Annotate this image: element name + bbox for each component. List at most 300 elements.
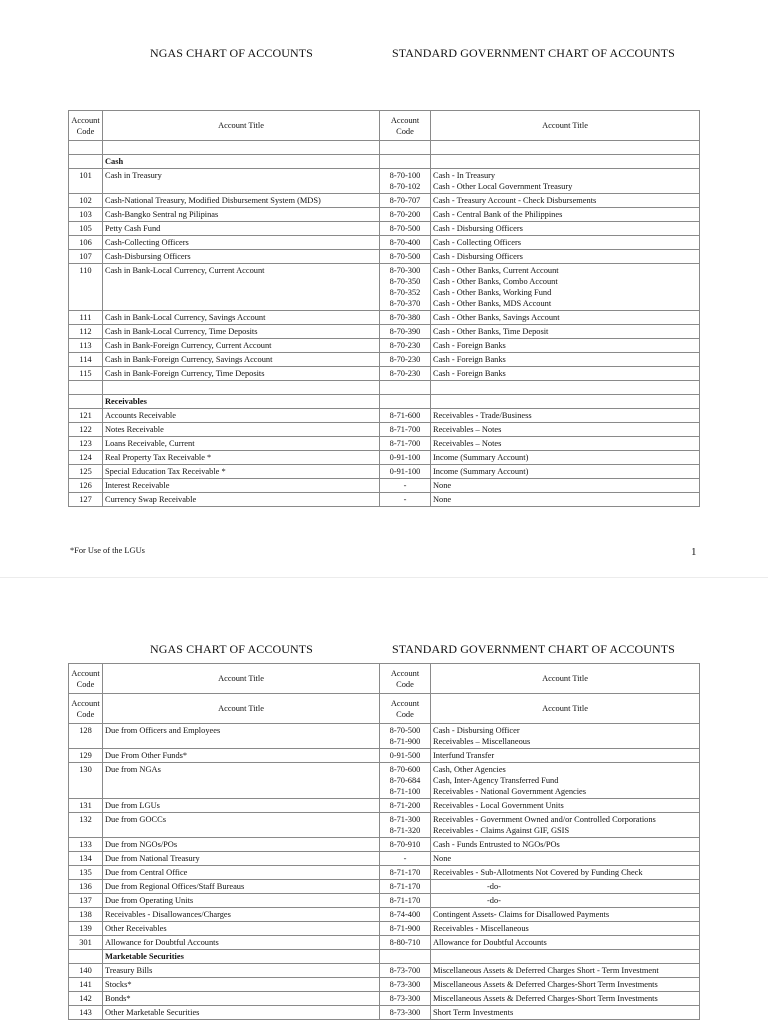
ngas-account-title: Other Marketable Securities <box>103 1006 380 1020</box>
ngas-account-title: Cash in Bank-Foreign Currency, Savings Account <box>103 353 380 367</box>
ngas-header: NGAS CHART OF ACCOUNTS <box>150 642 313 656</box>
column-header-ngas-title: Account Title <box>103 111 380 141</box>
sgca-title-cell <box>431 908 700 922</box>
empty-cell <box>69 141 103 155</box>
ngas-account-code: 111 <box>69 311 103 325</box>
sgca-title-cell <box>431 367 700 381</box>
sgca-title-cell <box>431 325 700 339</box>
sgca-title-cell <box>431 763 700 799</box>
sgca-title-cell <box>431 451 700 465</box>
sgca-code-cell <box>380 992 431 1006</box>
sgca-code-cell <box>380 325 431 339</box>
ngas-account-title: Loans Receivable, Current <box>103 437 380 451</box>
sgca-account-code: 8-71-600 <box>389 411 421 420</box>
sgca-account-code: 8-73-300 <box>389 980 421 989</box>
sgca-account-code: 8-71-320 <box>389 826 421 835</box>
empty-cell <box>431 155 700 169</box>
ngas-header: NGAS CHART OF ACCOUNTS <box>150 46 313 60</box>
sgca-code-cell <box>380 264 431 311</box>
sgca-title-cell <box>431 222 700 236</box>
sgca-code-cell <box>380 339 431 353</box>
ngas-account-code: 134 <box>69 852 103 866</box>
ngas-account-code: 130 <box>69 763 103 799</box>
sgca-account-code: 8-70-390 <box>389 327 421 336</box>
account-row <box>69 936 700 950</box>
sgca-title-cell <box>431 409 700 423</box>
sgca-title-cell <box>431 866 700 880</box>
ngas-account-title: Due from NGAs <box>103 763 380 799</box>
sgca-code-cell <box>380 894 431 908</box>
account-row <box>69 479 700 493</box>
ngas-account-title: Cash in Bank-Foreign Currency, Time Deposits <box>103 367 380 381</box>
sgca-code-cell <box>380 250 431 264</box>
document-page-2 <box>0 578 768 1024</box>
sgca-header: STANDARD GOVERNMENT CHART OF ACCOUNTS <box>392 46 675 60</box>
sgca-code-cell <box>380 763 431 799</box>
ngas-account-title: Due From Other Funds* <box>103 749 380 763</box>
accounts-table <box>68 663 700 1020</box>
ngas-account-code: 141 <box>69 978 103 992</box>
sgca-code-cell <box>380 194 431 208</box>
sgca-account-title: Cash - Disbursing Officers <box>433 224 523 233</box>
sgca-title-cell <box>431 852 700 866</box>
sgca-title-cell <box>431 250 700 264</box>
ngas-account-code: 138 <box>69 908 103 922</box>
sgca-account-code: 8-70-100 <box>389 171 421 180</box>
sgca-account-title: Cash - Other Banks, Combo Account <box>433 277 558 286</box>
sgca-account-title: Cash, Other Agencies <box>433 765 506 774</box>
column-header-ngas-code: Account Code <box>69 664 103 694</box>
sgca-title-cell <box>431 423 700 437</box>
sgca-account-code: 8-70-230 <box>389 369 421 378</box>
ngas-account-title: Stocks* <box>103 978 380 992</box>
sgca-account-code: 8-70-300 <box>389 266 421 275</box>
sgca-account-code: 0-91-500 <box>389 751 421 760</box>
ngas-account-code: 301 <box>69 936 103 950</box>
sgca-code-cell <box>380 978 431 992</box>
ngas-account-code: 129 <box>69 749 103 763</box>
ngas-account-code: 137 <box>69 894 103 908</box>
account-row <box>69 169 700 194</box>
ngas-account-code: 139 <box>69 922 103 936</box>
account-row <box>69 724 700 749</box>
empty-cell <box>380 950 431 964</box>
empty-cell <box>69 395 103 409</box>
ngas-account-code: 128 <box>69 724 103 749</box>
ngas-account-code: 124 <box>69 451 103 465</box>
section-label: Marketable Securities <box>103 950 380 964</box>
repeated-header-row <box>69 694 700 724</box>
sgca-title-cell <box>431 838 700 852</box>
sgca-account-title: Cash - Foreign Banks <box>433 355 506 364</box>
account-row <box>69 222 700 236</box>
account-row <box>69 339 700 353</box>
sgca-account-code: 8-71-700 <box>389 425 421 434</box>
ngas-account-title: Cash-Collecting Officers <box>103 236 380 250</box>
ngas-account-title: Due from LGUs <box>103 799 380 813</box>
sgca-account-title: Cash - Disbursing Officer <box>433 726 520 735</box>
sgca-code-cell <box>380 236 431 250</box>
sgca-account-code: 8-70-230 <box>389 341 421 350</box>
account-row <box>69 437 700 451</box>
account-row <box>69 409 700 423</box>
sgca-account-title: Receivables - Sub-Allotments Not Covered by Funding Check <box>433 868 643 877</box>
sgca-code-cell <box>380 169 431 194</box>
sgca-code-cell <box>380 208 431 222</box>
ngas-account-code: 121 <box>69 409 103 423</box>
account-row <box>69 264 700 311</box>
sgca-account-code: - <box>403 481 407 490</box>
account-row <box>69 852 700 866</box>
sgca-code-cell <box>380 409 431 423</box>
account-row <box>69 250 700 264</box>
sgca-account-title: Cash - Other Banks, Time Deposit <box>433 327 549 336</box>
sgca-account-code: 8-71-170 <box>389 896 421 905</box>
empty-cell <box>69 950 103 964</box>
sgca-account-code: 8-71-300 <box>389 815 421 824</box>
sgca-title-cell <box>431 493 700 507</box>
sgca-account-title: Receivables - Miscellaneous <box>433 924 529 933</box>
sgca-code-cell <box>380 852 431 866</box>
ngas-account-title: Due from Officers and Employees <box>103 724 380 749</box>
column-header-sgca-code: Account Code <box>380 111 431 141</box>
ngas-account-title: Currency Swap Receivable <box>103 493 380 507</box>
account-row <box>69 838 700 852</box>
sgca-code-cell <box>380 838 431 852</box>
section-label: Cash <box>103 155 380 169</box>
sgca-account-title: Receivables – Notes <box>433 425 502 434</box>
account-row <box>69 908 700 922</box>
sgca-account-title: Receivables - Government Owned and/or Controlled Corporations <box>433 815 656 824</box>
ngas-account-title: Cash in Bank-Foreign Currency, Current Account <box>103 339 380 353</box>
sgca-code-cell <box>380 451 431 465</box>
ngas-account-code: 143 <box>69 1006 103 1020</box>
sgca-title-cell <box>431 724 700 749</box>
ngas-account-title: Petty Cash Fund <box>103 222 380 236</box>
ngas-account-title: Cash-Disbursing Officers <box>103 250 380 264</box>
account-row <box>69 922 700 936</box>
empty-cell <box>431 381 700 395</box>
sgca-code-cell <box>380 222 431 236</box>
account-row <box>69 799 700 813</box>
sgca-account-title: Cash - Foreign Banks <box>433 341 506 350</box>
sgca-account-title: -do- <box>487 896 501 905</box>
sgca-account-title: Allowance for Doubtful Accounts <box>433 938 547 947</box>
sgca-account-code: 8-70-380 <box>389 313 421 322</box>
ngas-account-code: 133 <box>69 838 103 852</box>
sgca-title-cell <box>431 236 700 250</box>
ngas-account-title: Special Education Tax Receivable * <box>103 465 380 479</box>
sgca-account-title: Cash - Disbursing Officers <box>433 252 523 261</box>
sgca-account-code: 8-70-200 <box>389 210 421 219</box>
sgca-code-cell <box>380 880 431 894</box>
sgca-title-cell <box>431 437 700 451</box>
blank-row <box>69 381 700 395</box>
column-header-ngas-title: Account Title <box>103 694 380 724</box>
ngas-account-code: 125 <box>69 465 103 479</box>
sgca-code-cell <box>380 423 431 437</box>
sgca-title-cell <box>431 208 700 222</box>
empty-cell <box>69 155 103 169</box>
sgca-title-cell <box>431 479 700 493</box>
sgca-code-cell <box>380 367 431 381</box>
sgca-account-code: 8-73-700 <box>389 966 421 975</box>
sgca-code-cell <box>380 1006 431 1020</box>
account-row <box>69 451 700 465</box>
sgca-title-cell <box>431 992 700 1006</box>
sgca-account-title: Income (Summary Account) <box>433 467 529 476</box>
section-row <box>69 155 700 169</box>
sgca-account-title: Miscellaneous Assets & Deferred Charges-Short Term Investments <box>433 980 658 989</box>
account-row <box>69 194 700 208</box>
sgca-title-cell <box>431 880 700 894</box>
column-header-ngas-code: Account Code <box>69 111 103 141</box>
sgca-account-title: Income (Summary Account) <box>433 453 529 462</box>
sgca-title-cell <box>431 311 700 325</box>
account-row <box>69 964 700 978</box>
account-row <box>69 367 700 381</box>
sgca-account-title: Cash - Other Local Government Treasury <box>433 182 573 191</box>
sgca-account-title: Receivables - National Government Agencies <box>433 787 587 796</box>
sgca-code-cell <box>380 866 431 880</box>
sgca-account-title: Receivables - Local Government Units <box>433 801 564 810</box>
accounts-table <box>68 110 700 507</box>
ngas-account-title: Due from Operating Units <box>103 894 380 908</box>
sgca-account-title: Miscellaneous Assets & Deferred Charges Short - Term Investment <box>433 966 659 975</box>
ngas-account-title: Cash in Bank-Local Currency, Time Deposits <box>103 325 380 339</box>
ngas-account-title: Notes Receivable <box>103 423 380 437</box>
sgca-title-cell <box>431 264 700 311</box>
sgca-account-title: Contingent Assets- Claims for Disallowed Payments <box>433 910 610 919</box>
sgca-account-title: Cash - Treasury Account - Check Disbursements <box>433 196 597 205</box>
ngas-account-code: 115 <box>69 367 103 381</box>
ngas-account-title: Allowance for Doubtful Accounts <box>103 936 380 950</box>
column-header-sgca-title: Account Title <box>431 664 700 694</box>
ngas-account-code: 123 <box>69 437 103 451</box>
sgca-account-code: 8-71-200 <box>389 801 421 810</box>
empty-cell <box>431 141 700 155</box>
sgca-account-title: Receivables – Miscellaneous <box>433 737 531 746</box>
ngas-account-code: 136 <box>69 880 103 894</box>
sgca-account-title: Receivables - Trade/Business <box>433 411 532 420</box>
column-header-ngas-title: Account Title <box>103 664 380 694</box>
empty-cell <box>380 155 431 169</box>
sgca-account-title: Receivables - Claims Against GIF, GSIS <box>433 826 570 835</box>
table-header-row <box>69 664 700 694</box>
ngas-account-title: Due from Central Office <box>103 866 380 880</box>
sgca-account-code: 8-71-700 <box>389 439 421 448</box>
account-row <box>69 493 700 507</box>
ngas-account-title: Accounts Receivable <box>103 409 380 423</box>
empty-cell <box>380 395 431 409</box>
sgca-account-code: 8-71-170 <box>389 882 421 891</box>
column-header-sgca-title: Account Title <box>431 111 700 141</box>
account-row <box>69 1006 700 1020</box>
account-row <box>69 880 700 894</box>
sgca-title-cell <box>431 749 700 763</box>
sgca-account-code: 8-71-900 <box>389 924 421 933</box>
empty-cell <box>380 381 431 395</box>
account-row <box>69 353 700 367</box>
sgca-account-code: 8-70-400 <box>389 238 421 247</box>
sgca-title-cell <box>431 169 700 194</box>
empty-cell <box>431 395 700 409</box>
sgca-title-cell <box>431 894 700 908</box>
ngas-account-code: 126 <box>69 479 103 493</box>
ngas-account-title: Treasury Bills <box>103 964 380 978</box>
empty-cell <box>431 950 700 964</box>
sgca-title-cell <box>431 936 700 950</box>
sgca-account-code: 0-91-100 <box>389 467 421 476</box>
sgca-code-cell <box>380 311 431 325</box>
sgca-account-code: 8-70-500 <box>389 252 421 261</box>
ngas-account-code: 103 <box>69 208 103 222</box>
account-row <box>69 866 700 880</box>
sgca-account-code: 8-74-400 <box>389 910 421 919</box>
column-header-sgca-code: Account Code <box>380 694 431 724</box>
ngas-account-code: 140 <box>69 964 103 978</box>
sgca-account-code: 8-80-710 <box>389 938 421 947</box>
account-row <box>69 208 700 222</box>
sgca-account-code: 8-70-102 <box>389 182 421 191</box>
sgca-code-cell <box>380 936 431 950</box>
ngas-account-title: Cash in Treasury <box>103 169 380 194</box>
sgca-code-cell <box>380 908 431 922</box>
sgca-account-title: Miscellaneous Assets & Deferred Charges-Short Term Investments <box>433 994 658 1003</box>
sgca-account-code: 8-70-600 <box>389 765 421 774</box>
sgca-code-cell <box>380 479 431 493</box>
footnote: *For Use of the LGUs <box>70 546 145 555</box>
sgca-account-code: 8-71-900 <box>389 737 421 746</box>
empty-cell <box>380 141 431 155</box>
sgca-account-title: Cash, Inter-Agency Transferred Fund <box>433 776 559 785</box>
table-header-row <box>69 111 700 141</box>
ngas-account-title: Other Receivables <box>103 922 380 936</box>
ngas-account-title: Due from GOCCs <box>103 813 380 838</box>
ngas-account-code: 112 <box>69 325 103 339</box>
sgca-account-title: Cash - Funds Entrusted to NGOs/POs <box>433 840 560 849</box>
sgca-account-code: 8-73-300 <box>389 994 421 1003</box>
sgca-title-cell <box>431 922 700 936</box>
sgca-account-code: 8-73-300 <box>389 1008 421 1017</box>
empty-cell <box>69 381 103 395</box>
sgca-code-cell <box>380 813 431 838</box>
sgca-account-code: - <box>403 495 407 504</box>
ngas-account-code: 105 <box>69 222 103 236</box>
sgca-account-code: - <box>403 854 407 863</box>
empty-cell <box>103 141 380 155</box>
sgca-account-title: None <box>433 481 452 490</box>
ngas-account-code: 142 <box>69 992 103 1006</box>
account-row <box>69 311 700 325</box>
sgca-code-cell <box>380 964 431 978</box>
sgca-code-cell <box>380 749 431 763</box>
sgca-header: STANDARD GOVERNMENT CHART OF ACCOUNTS <box>392 642 675 656</box>
table-body <box>69 141 700 507</box>
sgca-account-title: Cash - Other Banks, Savings Account <box>433 313 560 322</box>
sgca-account-code: 8-70-684 <box>389 776 421 785</box>
sgca-account-code: 8-70-707 <box>389 196 421 205</box>
sgca-account-code: 8-71-100 <box>389 787 421 796</box>
account-row <box>69 978 700 992</box>
ngas-account-title: Cash-Bangko Sentral ng Pilipinas <box>103 208 380 222</box>
ngas-account-title: Cash in Bank-Local Currency, Savings Account <box>103 311 380 325</box>
account-row <box>69 465 700 479</box>
table-body <box>69 694 700 1020</box>
account-row <box>69 423 700 437</box>
sgca-account-code: 8-70-370 <box>389 299 421 308</box>
sgca-account-code: 8-70-500 <box>389 224 421 233</box>
ngas-account-title: Real Property Tax Receivable * <box>103 451 380 465</box>
account-row <box>69 813 700 838</box>
sgca-code-cell <box>380 724 431 749</box>
ngas-account-code: 114 <box>69 353 103 367</box>
sgca-code-cell <box>380 799 431 813</box>
column-header-ngas-code: Account Code <box>69 694 103 724</box>
sgca-code-cell <box>380 437 431 451</box>
account-row <box>69 992 700 1006</box>
ngas-account-code: 122 <box>69 423 103 437</box>
ngas-account-title: Due from National Treasury <box>103 852 380 866</box>
ngas-account-code: 107 <box>69 250 103 264</box>
sgca-account-title: None <box>433 495 452 504</box>
sgca-account-title: Short Term Investments <box>433 1008 514 1017</box>
section-row <box>69 395 700 409</box>
sgca-account-title: Interfund Transfer <box>433 751 495 760</box>
account-row <box>69 763 700 799</box>
sgca-account-code: 8-70-500 <box>389 726 421 735</box>
column-header-sgca-code: Account Code <box>380 664 431 694</box>
sgca-code-cell <box>380 465 431 479</box>
blank-row <box>69 141 700 155</box>
ngas-account-title: Due from Regional Offices/Staff Bureaus <box>103 880 380 894</box>
sgca-title-cell <box>431 465 700 479</box>
sgca-account-code: 8-71-170 <box>389 868 421 877</box>
sgca-account-code: 8-70-910 <box>389 840 421 849</box>
ngas-account-code: 132 <box>69 813 103 838</box>
sgca-title-cell <box>431 813 700 838</box>
ngas-account-code: 102 <box>69 194 103 208</box>
sgca-account-title: None <box>433 854 452 863</box>
section-label: Receivables <box>103 395 380 409</box>
sgca-account-title: Cash - Collecting Officers <box>433 238 521 247</box>
ngas-account-title: Receivables - Disallowances/Charges <box>103 908 380 922</box>
sgca-account-title: Cash - Other Banks, Working Fund <box>433 288 552 297</box>
sgca-account-code: 8-70-352 <box>389 288 421 297</box>
sgca-account-code: 0-91-100 <box>389 453 421 462</box>
ngas-account-code: 131 <box>69 799 103 813</box>
sgca-account-code: 8-70-350 <box>389 277 421 286</box>
ngas-account-code: 110 <box>69 264 103 311</box>
sgca-title-cell <box>431 978 700 992</box>
page-number: 1 <box>691 546 697 558</box>
account-row <box>69 236 700 250</box>
sgca-title-cell <box>431 353 700 367</box>
account-row <box>69 749 700 763</box>
ngas-account-code: 113 <box>69 339 103 353</box>
ngas-account-code: 127 <box>69 493 103 507</box>
sgca-account-title: Cash - In Treasury <box>433 171 496 180</box>
sgca-title-cell <box>431 799 700 813</box>
column-header-sgca-title: Account Title <box>431 694 700 724</box>
ngas-account-code: 101 <box>69 169 103 194</box>
sgca-code-cell <box>380 353 431 367</box>
ngas-account-code: 135 <box>69 866 103 880</box>
sgca-account-title: Receivables – Notes <box>433 439 502 448</box>
sgca-account-title: Cash - Other Banks, Current Account <box>433 266 559 275</box>
sgca-account-title: Cash - Other Banks, MDS Account <box>433 299 552 308</box>
empty-cell <box>103 381 380 395</box>
